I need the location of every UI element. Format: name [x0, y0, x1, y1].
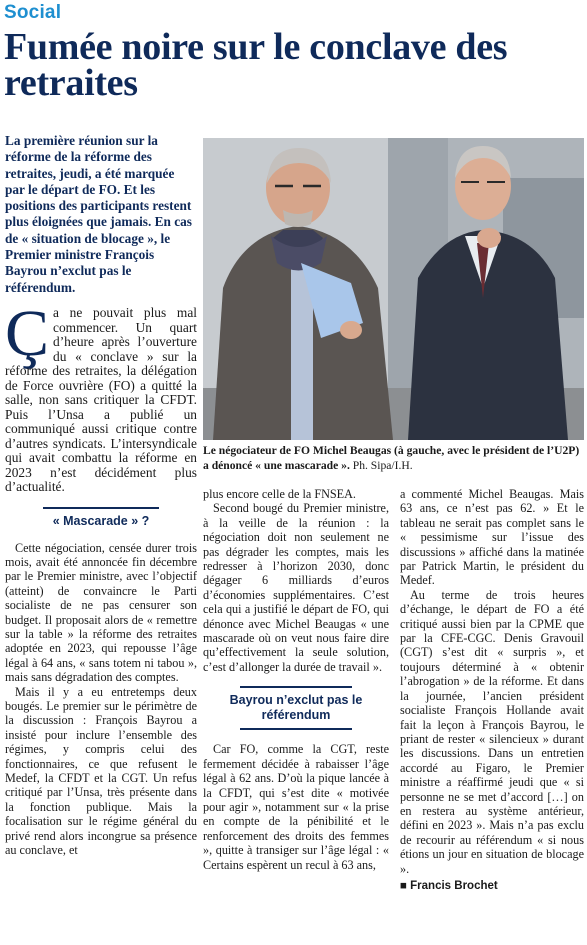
- photo-caption: [203, 444, 584, 473]
- article-photo: [203, 138, 584, 440]
- subheading-rule: [240, 728, 352, 730]
- body-paragraph-continued: a commenté Michel Beaugas. Mais 63 ans, ce n’est pas 62. » Et le tableau ne serait pas complet sans le « pessimisme sur l’issue des discussions » affiché dans la matinée par Patrick Martin, le président du Medef.: [400, 487, 584, 588]
- lead-paragraph: [5, 297, 197, 495]
- article-column-1: [5, 297, 197, 858]
- author-name: Francis Brochet: [410, 879, 498, 892]
- subheading-text: Bayrou n’exclut pas le référendum: [229, 693, 363, 723]
- photo-illustration: [203, 138, 584, 440]
- article-headline: Fumée noire sur le conclave des retraites: [4, 26, 508, 104]
- author-signature: ■ Francis Brochet: [400, 879, 498, 892]
- caption-text: Le négociateur de FO Michel Beaugas (à gauche, avec le président de l’U2P) a dénoncé « une mascarade ».: [203, 444, 580, 472]
- subheading-mascarade: [5, 503, 197, 533]
- article-column-3: [400, 487, 584, 893]
- body-paragraph: Au terme de trois heures d’échange, le départ de FO a été critiqué aussi bien par la CPME que par la CFE-CGC. Denis Gravouil (CGT) s’est dit « surpris », et toujours déterminé à « obtenir l’abrogation » de la réforme. Et dans la journée, l’ancien président socialiste François Hollande avait fait la leçon à François Bayrou, le priant de rester « silencieux » durant les discussions. Dans un entretien accordé au Figaro, le Premier ministre a réaffirmé jeudi que « si personne ne se met d’accord […] on en restera au système antérieur, défini en 2023 ». Mais n’a pas exclu de recourir au référendum « si nous étions un jour en situation de blocage ».: [400, 587, 584, 876]
- subheading-text: « Mascarade » ?: [52, 513, 150, 528]
- body-paragraph: Second bougé du Premier ministre, à la veille de la réunion : la négociation doit non seulement ne pas dégrader les comptes, mais les redresser à l’horizon 2030, donc dégager 6 milliards d’euros d’économies supplémentaires. C’est cela qui a justifié le départ de FO, qui dénonce avec Michel Beaugas « une mascarade où on veut nous faire dire qu’effectivement la seule solution, c’est d’allonger la durée de travail ».: [203, 501, 389, 674]
- article-column-2: [203, 487, 389, 872]
- body-paragraph: Mais il y a eu entretemps deux bougés. Le premier sur le périmètre de la discussion : François Bayrou a insisté pour inclure l’ensemble des régimes, y compris celui des fonctionnaires, ce que refusent le Medef, la CFDT et la CGT. Un refus critiqué par l’Unsa, très présente dans la fonction publique. Mais la focalisation sur le régime général du privé rend alors incongrue sa présence au conclave, et: [5, 684, 197, 858]
- lead-text: a ne pouvait plus mal commencer. Un quart d’heure après l’ouverture du « conclave » sur la réforme des retraites, la délégation de Force ouvrière (FO) a quitté la salle, non sans critiquer la CFDT. Puis l’Unsa a publié un communiqué aussi critique contre d’autres syndicats. L’intersyndicale qui avait combattu la réforme en 2023 n’est décidément plus d’actualité.: [5, 305, 197, 494]
- photo-credit: Ph. Sipa/I.H.: [352, 458, 413, 472]
- drop-cap: Ç: [5, 297, 50, 370]
- article-standfirst: La première réunion sur la réforme de la réforme des retraites, jeudi, a été marquée par le départ de FO. Et les positions des participants restent plus éloignées que jamais. En cas de « situation de blocage », le Premier ministre François Bayrou n’exclut pas le référendum.: [5, 133, 192, 295]
- body-paragraph: Cette négociation, censée durer trois mois, avait été annoncée fin décembre par le Premier ministre, avec l’objectif (atteint) de convaincre le Parti socialiste de ne pas censurer son budget. Il proposait alors de « remettre sur la table » la réforme des retraites adoptée en 2023, qui repousse l’âge légal à 64 ans, « sans totem ni tabou », mais sans dégradation des comptes.: [5, 540, 197, 685]
- subheading-referendum: [203, 682, 389, 734]
- body-paragraph: Car FO, comme la CGT, reste fermement décidée à rabaisser l’âge légal à 62 ans. D’où la pique lancée à la CFDT, qui s’est dite « motivée pour agir », notamment sur « la prise en compte de la pénibilité et le renforcement des droits des femmes », quitte à transiger sur l’âge légal : « Certains espèrent un recul à 63 ans,: [203, 742, 389, 872]
- body-paragraph-continued: plus encore celle de la FNSEA.: [203, 487, 356, 501]
- section-rubric: Social: [4, 2, 62, 23]
